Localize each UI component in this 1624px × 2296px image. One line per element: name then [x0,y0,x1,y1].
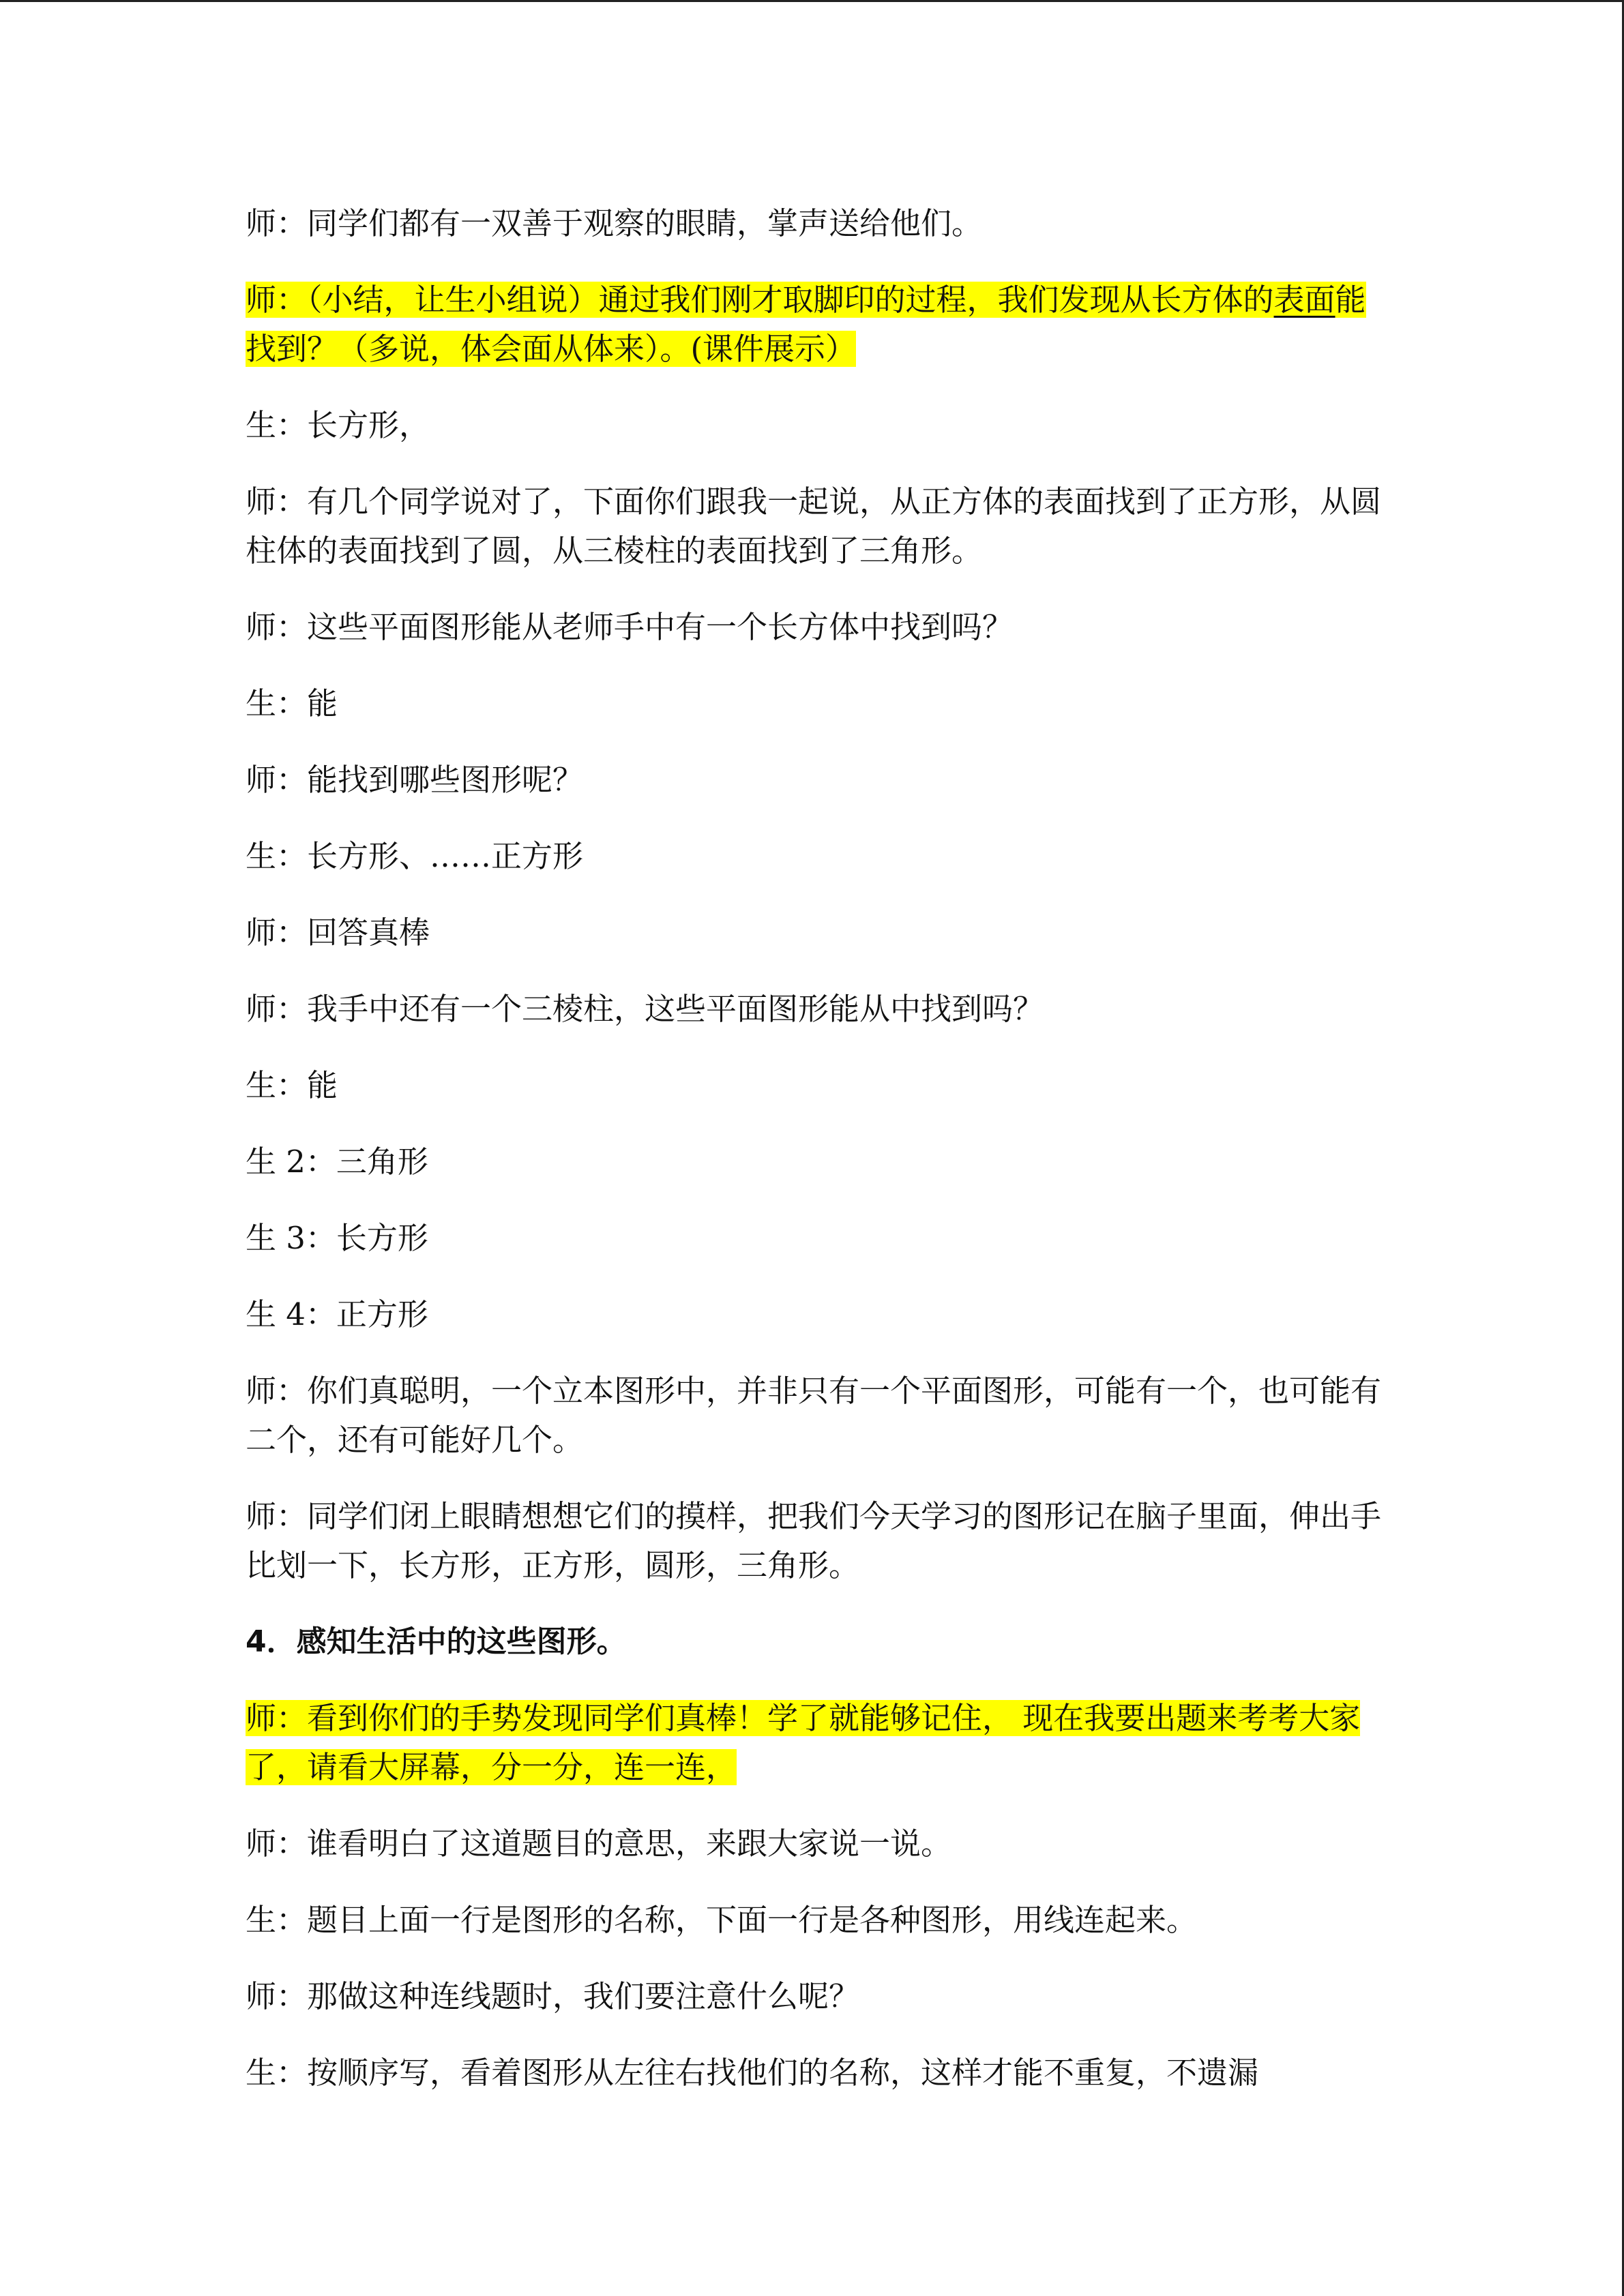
paragraph: 生：能 [246,1067,338,1103]
paragraph: 师：同学们闭上眼睛想想它们的摸样，把我们今天学习的图形记在脑子里面，伸出手比划一下，长方形，正方形，圆形，三角形。 [246,1498,1382,1583]
paragraph: 生：按顺序写，看着图形从左往右找他们的名称，这样才能不重复，不遗漏 [246,2055,1259,2091]
underlined-text: 表面 [1273,282,1335,318]
document-body [246,199,1385,2125]
section-heading: 4．感知生活中的这些图形。 [246,1624,627,1659]
paragraph: 生：长方形， [246,407,430,443]
paragraph: 生：题目上面一行是图形的名称，下面一行是各种图形，用线连起来。 [246,1902,1198,1938]
paragraph: 生 4：正方形 [246,1296,428,1332]
paragraph: 生：长方形、……正方形 [246,838,584,874]
highlighted-text-end: 能找到？（多说，体会面从体来）。(课件展示） [246,282,1366,367]
paragraph: 师：有几个同学说对了，下面你们跟我一起说，从正方体的表面找到了正方形，从圆柱体的表面找到了圆，从三棱柱的表面找到了三角形。 [246,483,1382,569]
page-top-border [0,0,1624,2]
paragraph: 生 2：三角形 [246,1144,428,1180]
paragraph: 师：同学们都有一双善于观察的眼睛，掌声送给他们。 [246,205,983,241]
highlighted-text: 师：看到你们的手势发现同学们真棒！学了就能够记住， 现在我要出题来考考大家了，请看大屏幕，分一分，连一连， [246,1700,1361,1785]
paragraph: 师：这些平面图形能从老师手中有一个长方体中找到吗？ [246,609,1014,645]
paragraph: 师：那做这种连线题时，我们要注意什么呢？ [246,1978,860,2014]
paragraph: 师：能找到哪些图形呢？ [246,762,584,798]
paragraph-highlighted [246,275,1385,374]
paragraph: 师：你们真聪明，一个立本图形中，并非只有一个平面图形，可能有一个，也可能有二个，还有可能好几个。 [246,1373,1382,1458]
highlighted-text-start: 师：（小结，让生小组说）通过我们刚才取脚印的过程，我们发现从长方体的 [246,282,1274,318]
highlighted-text [246,282,1366,367]
paragraph: 师：回答真棒 [246,914,430,951]
paragraph: 生 3：长方形 [246,1220,428,1256]
paragraph: 师：我手中还有一个三棱柱，这些平面图形能从中找到吗？ [246,991,1044,1027]
paragraph: 生：能 [246,685,338,721]
paragraph: 师：谁看明白了这道题目的意思，来跟大家说一说。 [246,1825,952,1862]
paragraph-highlighted [246,1694,1385,1792]
